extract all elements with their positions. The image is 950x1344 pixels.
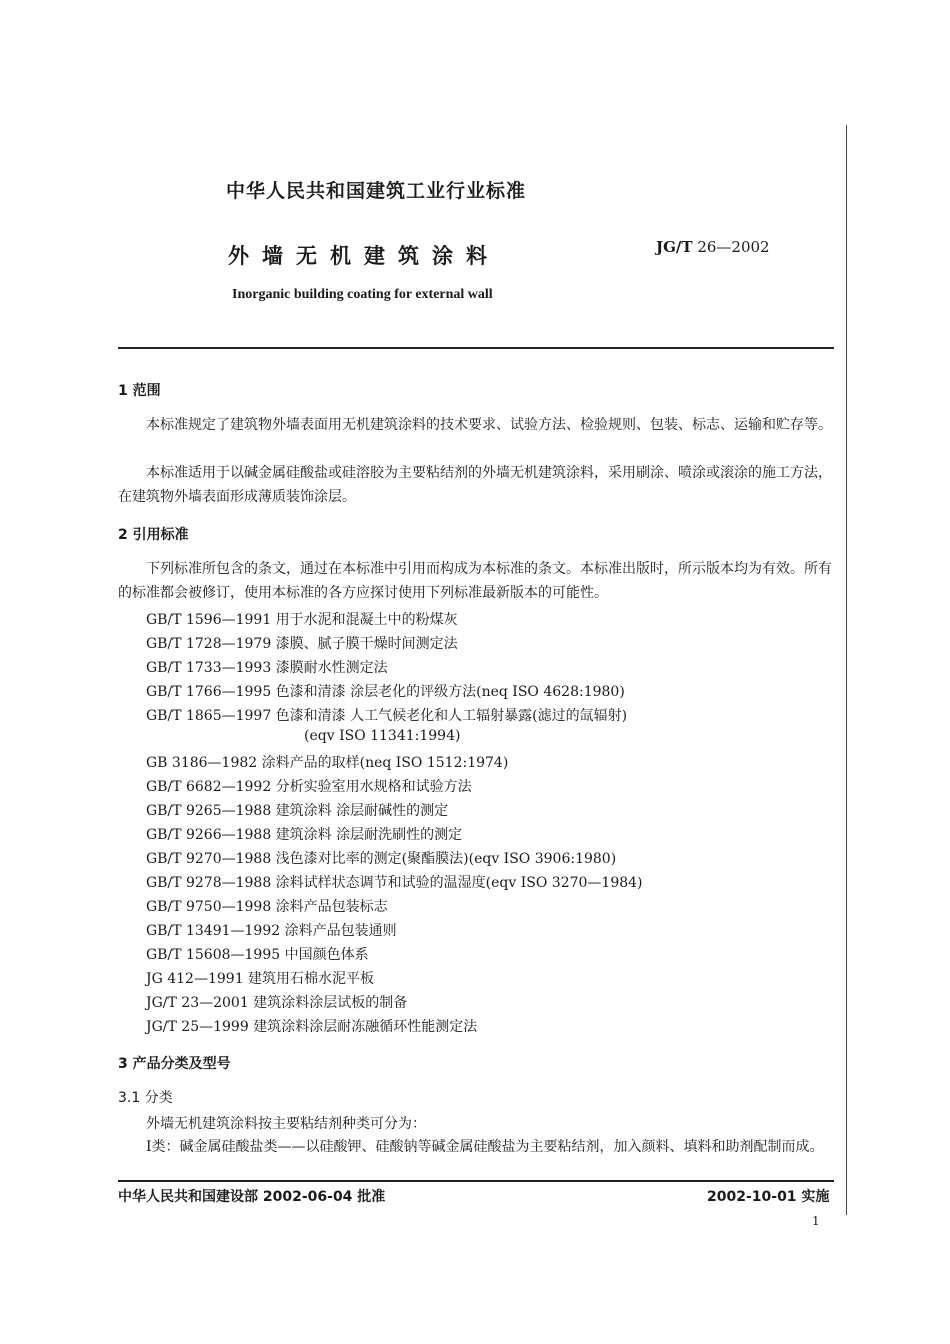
header-divider — [118, 347, 834, 349]
reference-item: JG 412—1991 建筑用石棉水泥平板 — [146, 971, 375, 987]
section-2-heading: 2 引用标准 — [118, 527, 189, 543]
page-edge-line — [846, 125, 847, 1215]
reference-item: GB/T 9265—1988 建筑涂料 涂层耐碱性的测定 — [146, 803, 449, 819]
section-1-para-2: 本标准适用于以碱金属硅酸盐或硅溶胶为主要粘结剂的外墙无机建筑涂料，采用刷涂、喷涂或滚涂的施工方法，在建筑物外墙表面形成薄质装饰涂层。 — [118, 465, 832, 505]
reference-item: GB/T 1766—1995 色漆和清漆 涂层老化的评级方法(neq ISO 4628:1980) — [146, 684, 625, 700]
section-3-line-1: 外墙无机建筑涂料按主要粘结剂种类可分为： — [146, 1116, 426, 1132]
section-1-para-1: 本标准规定了建筑物外墙表面用无机建筑涂料的技术要求、试验方法、检验规则、包装、标志、运输和贮存等。 — [146, 417, 832, 433]
reference-item: GB/T 15608—1995 中国颜色体系 — [146, 947, 369, 963]
org-standard-title: 中华人民共和国建筑工业行业标准 — [226, 180, 527, 202]
document-title: 外墙无机建筑涂料 — [228, 244, 500, 268]
section-3-line-2: Ⅰ类：碱金属硅酸盐类——以硅酸钾、硅酸钠等碱金属硅酸盐为主要粘结剂，加入颜料、填料和助剂配制而成。 — [146, 1139, 824, 1155]
section-2-intro: 下列标准所包含的条文，通过在本标准中引用而构成为本标准的条文。本标准出版时，所示版本均为有效。所有的标准都会被修订，使用本标准的各方应探讨使用下列标准最新版本的可能性。 — [118, 561, 832, 601]
reference-item: JG/T 25—1999 建筑涂料涂层耐冻融循环性能测定法 — [146, 1019, 478, 1035]
effective-date: 2002-10-01 实施 — [707, 1189, 830, 1205]
reference-item: GB/T 9266—1988 建筑涂料 涂层耐洗刷性的测定 — [146, 827, 463, 843]
reference-item-continuation: (eqv ISO 11341:1994) — [304, 728, 461, 744]
reference-item: GB/T 9278—1988 涂料试样状态调节和试验的温湿度(eqv ISO 3270—1984) — [146, 875, 643, 891]
page-number: 1 — [812, 1214, 820, 1228]
footer-divider — [118, 1180, 834, 1182]
section-3-heading: 3 产品分类及型号 — [118, 1056, 231, 1072]
reference-item: GB/T 9750—1998 涂料产品包装标志 — [146, 899, 388, 915]
english-title: Inorganic building coating for external wall — [232, 287, 493, 302]
subsection-3-1-heading: 3.1 分类 — [118, 1090, 173, 1106]
reference-item: GB 3186—1982 涂料产品的取样(neq ISO 1512:1974) — [146, 755, 509, 771]
reference-item: GB/T 1596—1991 用于水泥和混凝土中的粉煤灰 — [146, 612, 458, 628]
reference-item: GB/T 13491—1992 涂料产品包装通则 — [146, 923, 397, 939]
standard-code-prefix: JG/T — [656, 238, 693, 256]
standard-code-number: 26—2002 — [697, 238, 770, 256]
reference-item: GB/T 1733—1993 漆膜耐水性测定法 — [146, 660, 388, 676]
approval-line: 中华人民共和国建设部 2002-06-04 批准 — [118, 1189, 386, 1205]
reference-item: GB/T 1728—1979 漆膜、腻子膜干燥时间测定法 — [146, 636, 458, 652]
reference-item: GB/T 6682—1992 分析实验室用水规格和试验方法 — [146, 779, 472, 795]
reference-item: GB/T 1865—1997 色漆和清漆 人工气候老化和人工辐射暴露(滤过的氙辐射) — [146, 708, 628, 724]
standard-code — [656, 238, 770, 256]
reference-item: GB/T 9270—1988 浅色漆对比率的测定(聚酯膜法)(eqv ISO 3906:1980) — [146, 851, 617, 867]
reference-item: JG/T 23—2001 建筑涂料涂层试板的制备 — [146, 995, 408, 1011]
section-1-heading: 1 范围 — [118, 383, 161, 399]
